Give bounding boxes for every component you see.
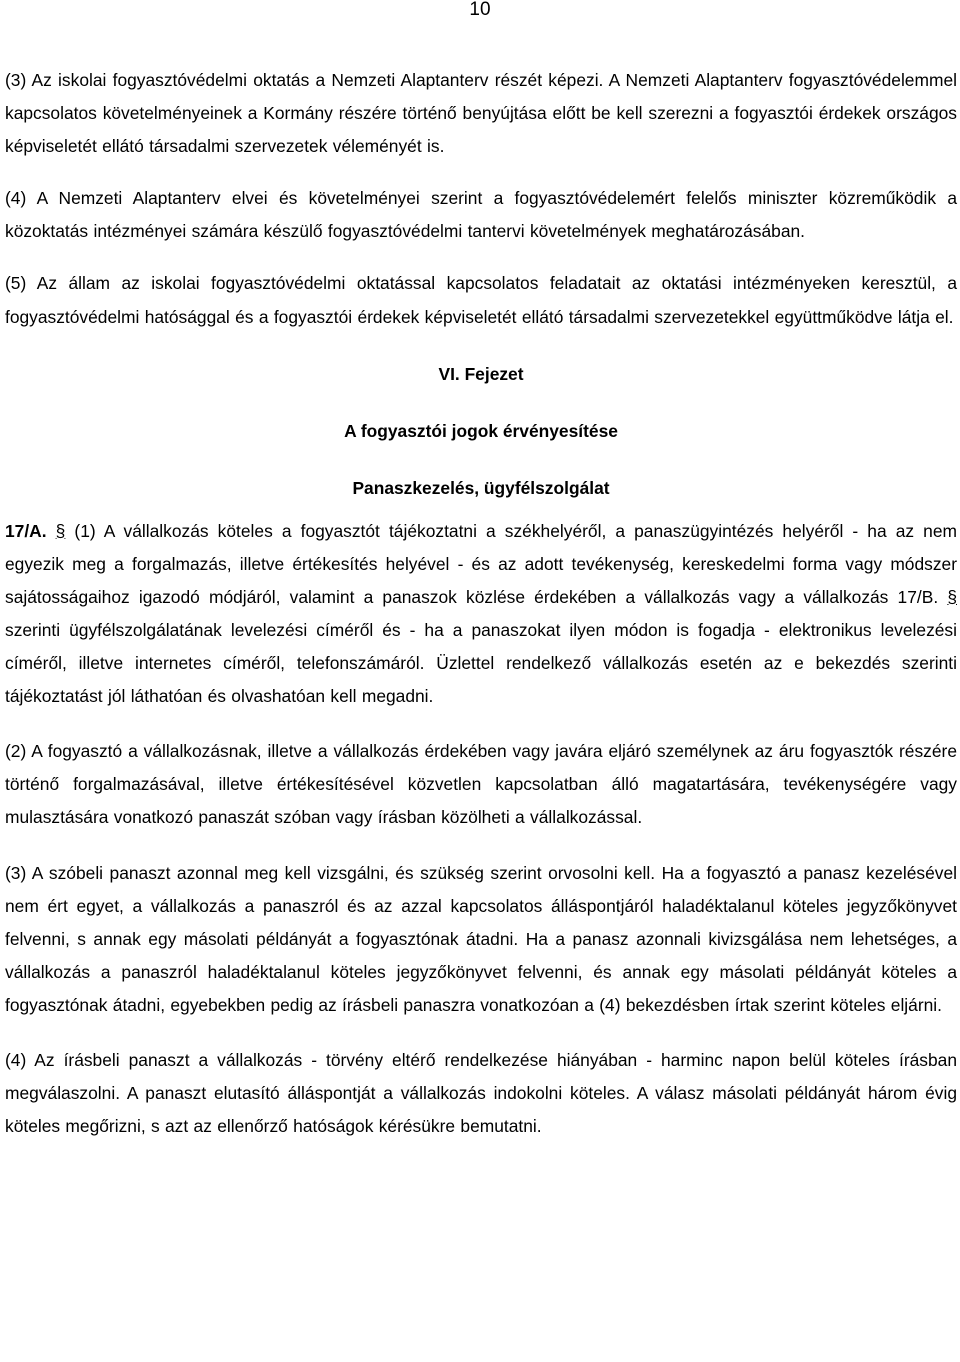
- paragraph-4: (4) A Nemzeti Alaptanterv elvei és követelményei szerint a fogyasztóvédelemért felelős miniszter közreműködik a közoktatás intézményei számára készülő fogyasztóvédelmi tantervi követelmények meghatározásában.: [5, 188, 957, 242]
- paragraph-3: (3) Az iskolai fogyasztóvédelmi oktatás a Nemzeti Alaptanterv részét képezi. A Nemzeti Alaptanterv fogyasztóvédelemmel kapcsolatos követelményeinek a Kormány részére történő benyújtása előtt be kell szerezni a fogyasztói érdekek országos képviseletét ellátó társadalmi szervezetek véleményét is.: [5, 70, 957, 157]
- article-17a-paragraph-1: [5, 515, 957, 714]
- article-17a-text-b: szerinti ügyfélszolgálatának levelezési címéről és - ha a panaszokat ilyen módon is fogadja - elektronikus levelezési címéről, illetve internetes címéről, telefonszámáról. Üzlettel rendelkező vállalkozás esetén az e bekezdés szerinti tájékoztatást jól láthatóan és olvashatóan kell megadni.: [5, 619, 957, 707]
- paragraph-5: (5) Az állam az iskolai fogyasztóvédelmi oktatással kapcsolatos feladatait az oktatási intézményeken keresztül, a fogyasztóvédelmi hatósággal és a fogyasztói érdekek képviseletét ellátó társadalmi szervezetekkel együttműködve látja el.: [5, 273, 957, 327]
- page-number: 10: [469, 0, 491, 20]
- article-17a-paragraph-4: (4) Az írásbeli panaszt a vállalkozás - törvény eltérő rendelkezése hiányában - harminc napon belül köteles írásban megválaszolni. A panaszt elutasító álláspontját a vállalkozás indokolni köteles. A válasz másolati példányát három évig köteles megőrizni, s azt az ellenőrző hatóságok kérésükre bemutatni.: [5, 1049, 957, 1137]
- article-17a-paragraph-2: (2) A fogyasztó a vállalkozásnak, illetve a vállalkozás érdekében vagy javára eljáró személynek az áru fogyasztók részére történő forgalmazásával, illetve értékesítésével közvetlen kapcsolatban álló magatartására, tevékenységére vagy mulasztására vonatkozó panaszát szóban vagy írásban közölheti a vállalkozással.: [5, 741, 957, 828]
- chapter-subtitle: A fogyasztói jogok érvényesítése: [344, 420, 618, 441]
- article-17a-paragraph-3: (3) A szóbeli panaszt azonnal meg kell vizsgálni, és szükség szerint orvosolni kell. Ha a fogyasztó a panasz kezelésével nem ért egyet, a vállalkozás a panaszról és az azzal kapcsolatos álláspontjáról haladéktalanul köteles jegyzőkönyvet felvenni, s annak egy másolati példányát a fogyasztónak átadni. Ha a panasz azonnali kivizsgálása nem lehetséges, a vállalkozás a panaszról haladéktalanul köteles jegyzőkönyvet felvenni, és annak egy másolati példányát köteles a fogyasztónak átadni, egyebekben pedig az írásbeli panaszra vonatkozóan a (4) bekezdésben írtak szerint köteles eljárni.: [5, 862, 957, 1015]
- section-sign-link[interactable]: §: [947, 586, 957, 607]
- article-number: 17/A.: [5, 520, 47, 541]
- article-17a-text-a: (1) A vállalkozás köteles a fogyasztót tájékoztatni a székhelyéről, a panaszügyintézés helyéről - ha az nem egyezik meg a forgalmazás, illetve értékesítés helyével - és az adott tevékenység, kereskedelmi forma vagy módszer sajátosságaihoz igazodó módjáról, valamint a panaszok közlése érdekében a vállalkozás vagy a vállalkozás 17/B.: [5, 520, 957, 607]
- document-body: [5, 64, 957, 1143]
- chapter-title: VI. Fejezet: [438, 363, 524, 384]
- section-title: Panaszkezelés, ügyfélszolgálat: [352, 477, 610, 498]
- section-sign-link[interactable]: §: [55, 520, 66, 541]
